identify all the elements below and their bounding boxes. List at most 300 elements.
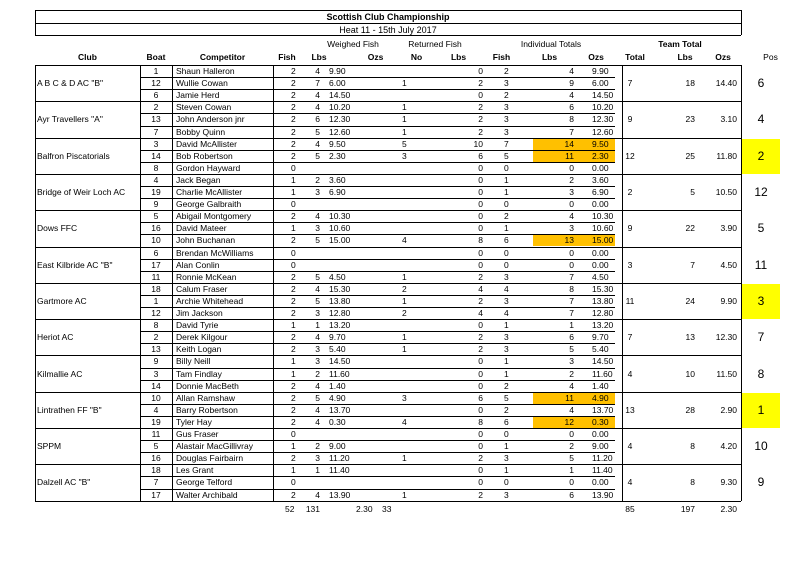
returned-count: 5 [402,138,407,149]
individual-ozs: 11.40 [592,465,613,476]
returned-count: 1 [402,332,407,343]
returned-count: 4 [402,235,407,246]
fish-count: 2 [291,235,296,246]
column-header: Pos [763,52,778,62]
fish-count: 2 [291,332,296,343]
individual-lbs: 0 [569,429,574,439]
competitor-name: Barry Robertson [176,404,238,415]
boat-number: 19 [151,187,161,197]
individual-ozs: 14.50 [592,356,614,367]
returned-lbs: 0 [478,90,483,101]
competitor-name: Billy Neill [176,356,211,367]
boat-number: 10 [151,235,161,246]
weight-ozs: 9.00 [329,441,346,452]
individual-lbs: 0 [569,247,574,258]
fish-count: 2 [291,489,296,500]
returned-lbs: 0 [478,404,483,415]
returned-count: 1 [402,78,407,89]
weight-lbs: 4 [315,416,320,427]
weight-lbs: 3 [315,308,320,318]
individual-lbs: 7 [569,271,574,282]
weight-lbs: 4 [315,90,320,101]
returned-lbs: 2 [478,344,483,355]
returned-lbs: 4 [478,308,483,318]
individual-ozs: 0.00 [592,259,609,270]
individual-fish: 1 [504,465,509,476]
weight-ozs: 2.30 [329,150,346,161]
individual-fish: 5 [504,150,509,161]
total-team-lbs: 197 [680,503,695,514]
team-ozs: 10.50 [715,187,737,198]
individual-lbs: 7 [569,295,574,306]
returned-lbs: 0 [478,368,483,379]
team-lbs: 8 [690,441,695,452]
returned-lbs: 2 [478,295,483,306]
fish-count: 2 [291,211,296,222]
team-fish: 11 [625,295,635,306]
boat-number: 2 [153,332,159,343]
team-position: 5 [757,221,765,236]
returned-count: 3 [402,150,407,161]
individual-ozs: 6.90 [592,187,609,197]
competitor-name: Walter Archibald [176,489,238,500]
individual-ozs: 10.30 [592,211,614,222]
fish-count: 1 [291,223,296,234]
team-position: 3 [757,293,765,308]
individual-lbs: 0 [569,259,574,270]
boat-number: 10 [151,392,161,403]
individual-fish: 0 [504,477,509,488]
boat-number: 7 [153,477,159,488]
fish-count: 1 [291,441,296,452]
total-ozs: 2.30 [356,503,373,514]
competitor-name: David Tyrie [176,320,219,331]
returned-count: 1 [402,126,407,137]
returned-count: 1 [402,453,407,464]
individual-fish: 6 [504,235,509,246]
competitor-name: Calum Fraser [176,283,228,294]
team-ozs: 3.10 [720,114,737,125]
weight-ozs: 4.90 [329,392,346,403]
individual-ozs: 13.20 [592,320,614,331]
weight-ozs: 12.30 [329,114,351,125]
weight-lbs: 5 [315,150,320,161]
team-ozs: 4.50 [720,259,737,270]
club-name: Heriot AC [37,332,74,343]
weight-lbs: 3 [315,356,320,367]
title-border [35,35,741,36]
individual-fish: 1 [504,356,509,367]
fish-count: 1 [291,187,296,197]
team-lbs: 13 [685,332,695,343]
individual-fish: 2 [504,90,509,101]
competitor-name: Tyler Hay [176,416,212,427]
team-fish: 3 [627,259,633,270]
competitor-name: Gus Fraser [176,429,219,439]
returned-lbs: 0 [478,247,483,258]
fish-count: 0 [291,429,296,439]
team-ozs: 2.90 [720,404,737,415]
team-position: 11 [754,257,768,272]
competitor-name: Les Grant [176,465,214,476]
weight-lbs: 7 [315,78,320,89]
fish-count: 0 [291,477,296,488]
returned-lbs: 4 [478,283,483,294]
individual-lbs: 2 [569,174,574,185]
individual-ozs: 4.90 [592,392,609,403]
boat-number: 19 [151,416,161,427]
returned-count: 1 [402,114,407,125]
individual-ozs: 10.20 [592,102,614,113]
team-position: 7 [757,330,765,345]
weight-lbs: 4 [315,138,320,149]
individual-ozs: 0.30 [592,416,609,427]
individual-fish: 3 [504,332,509,343]
boat-number: 1 [153,295,159,306]
fish-count: 2 [291,138,296,149]
weight-ozs: 6.90 [329,187,346,197]
weight-lbs: 4 [315,283,320,294]
competitor-name: John Anderson jnr [176,114,245,125]
individual-lbs: 0 [569,477,574,488]
individual-fish: 0 [504,199,509,210]
team-lbs: 8 [690,477,695,488]
fish-count: 2 [291,283,296,294]
weight-lbs: 3 [315,453,320,464]
team-fish: 7 [627,78,633,89]
individual-fish: 0 [504,247,509,258]
individual-lbs: 4 [569,380,574,391]
individual-fish: 4 [504,283,509,294]
boat-number: 2 [153,102,159,113]
weight-ozs: 9.90 [329,66,346,76]
competitor-name: Jim Jackson [176,308,223,318]
individual-ozs: 14.50 [592,90,614,101]
returned-lbs: 2 [478,453,483,464]
individual-fish: 3 [504,489,509,500]
individual-lbs: 4 [569,404,574,415]
column-header: Boat [146,52,166,62]
club-name: Lintrathen FF "B" [37,404,102,415]
individual-fish: 3 [504,271,509,282]
returned-lbs: 8 [478,235,483,246]
fish-count: 2 [291,150,296,161]
boat-number: 6 [153,247,159,258]
weight-ozs: 4.50 [329,271,346,282]
individual-fish: 0 [504,162,509,173]
weight-ozs: 12.60 [329,126,351,137]
individual-lbs: 4 [569,66,574,76]
individual-fish: 1 [504,174,509,185]
returned-lbs: 0 [478,429,483,439]
competitor-name: Derek Kilgour [176,332,228,343]
individual-lbs: 4 [569,211,574,222]
individual-ozs: 6.00 [592,78,609,89]
club-name: Dows FFC [37,223,78,234]
individual-ozs: 11.60 [592,368,613,379]
competitor-name: Abigail Montgomery [176,211,252,222]
returned-lbs: 2 [478,102,483,113]
returned-lbs: 0 [478,320,483,331]
returned-count: 1 [402,271,407,282]
team-position: 4 [757,112,765,127]
team-ozs: 9.30 [720,477,737,488]
weight-lbs: 4 [315,404,320,415]
competitor-name: Allan Ramshaw [176,392,236,403]
competitor-name: Jamie Herd [176,90,220,101]
weight-lbs: 5 [315,126,320,137]
weight-ozs: 15.30 [329,283,351,294]
individual-ozs: 12.60 [592,126,614,137]
club-name: Kilmallie AC [37,368,83,379]
weight-ozs: 6.00 [329,78,346,89]
individual-lbs: 3 [569,223,574,234]
column-header: Ozs [588,52,604,62]
returned-lbs: 6 [478,150,483,161]
returned-count: 2 [402,283,407,294]
fish-count: 2 [291,126,296,137]
club-name: Gartmore AC [37,295,87,306]
weight-ozs: 3.60 [329,174,346,185]
team-ozs: 9.90 [720,295,737,306]
weight-lbs: 3 [315,223,320,234]
individual-lbs: 2 [569,368,574,379]
fish-count: 2 [291,66,296,76]
team-fish: 13 [625,404,635,415]
returned-lbs: 2 [478,114,483,125]
returned-lbs: 2 [478,78,483,89]
competitor-name: Charlie McAllister [176,187,243,197]
individual-lbs: 3 [569,187,574,197]
group-header-weighed: Weighed Fish [327,39,379,49]
column-header: Club [78,52,97,62]
weight-ozs: 10.60 [329,223,351,234]
individual-lbs: 3 [569,356,574,367]
individual-ozs: 9.50 [592,138,609,149]
grid-line [35,65,36,501]
boat-number: 9 [153,356,159,367]
fish-count: 2 [291,404,296,415]
boat-number: 8 [153,162,159,173]
competitor-name: Brendan McWilliams [176,247,254,258]
team-ozs: 12.30 [715,332,737,343]
competitor-name: George Telford [176,477,233,488]
column-header: Ozs [367,52,384,62]
club-name: SPPM [37,441,62,452]
returned-lbs: 0 [478,380,483,391]
boat-number: 17 [151,489,161,500]
weight-lbs: 4 [315,66,320,76]
fish-count: 2 [291,271,296,282]
competitor-name: Bobby Quinn [176,126,226,137]
weight-ozs: 13.90 [329,489,351,500]
individual-lbs: 6 [569,102,574,113]
weight-lbs: 2 [315,368,320,379]
boat-number: 12 [151,308,161,318]
individual-ozs: 0.00 [592,429,609,439]
competitor-name: Wullie Cowan [176,78,228,89]
team-fish: 9 [627,223,633,234]
team-fish: 9 [627,114,633,125]
fish-count: 2 [291,453,296,464]
individual-ozs: 0.00 [592,477,609,488]
individual-ozs: 13.90 [592,489,614,500]
boat-number: 17 [151,259,161,270]
individual-ozs: 4.50 [592,271,609,282]
column-header: Competitor [199,52,246,62]
individual-fish: 6 [504,416,509,427]
boat-number: 16 [151,453,161,464]
total-team-fish: 85 [625,503,635,514]
returned-lbs: 0 [478,187,483,197]
competitor-name: Steven Cowan [176,102,232,113]
returned-count: 3 [402,392,407,403]
weight-lbs: 4 [315,489,320,500]
individual-lbs: 6 [569,332,574,343]
individual-lbs: 5 [569,344,574,355]
competitor-name: Alan Conlin [176,259,220,270]
individual-ozs: 15.30 [592,283,614,294]
fish-count: 2 [291,392,296,403]
team-position: 8 [757,366,765,381]
column-header: Lbs [677,52,693,62]
boat-number: 18 [151,283,161,294]
fish-count: 2 [291,78,296,89]
grid-line [172,65,173,501]
weight-ozs: 9.50 [329,138,346,149]
returned-lbs: 8 [478,416,483,427]
column-header: Fish [278,52,296,62]
competitor-name: Douglas Fairbairn [176,453,244,464]
boat-number: 14 [151,150,161,161]
total-returned: 33 [382,503,392,514]
returned-lbs: 0 [478,356,483,367]
individual-lbs: 6 [569,489,574,500]
individual-fish: 3 [504,78,509,89]
weight-lbs: 5 [315,235,320,246]
column-header: Ozs [715,52,731,62]
fish-count: 2 [291,114,296,125]
weight-ozs: 14.50 [329,356,351,367]
boat-number: 14 [151,380,161,391]
grid-line [622,65,623,501]
individual-fish: 0 [504,429,509,439]
individual-ozs: 9.70 [592,332,609,343]
fish-count: 2 [291,308,296,318]
returned-lbs: 2 [478,271,483,282]
weight-ozs: 1.40 [329,380,346,391]
individual-lbs: 14 [564,138,574,149]
individual-ozs: 13.70 [592,404,614,415]
team-ozs: 11.50 [716,368,737,379]
team-position: 12 [754,185,768,200]
fish-count: 1 [291,465,296,476]
returned-lbs: 0 [478,211,483,222]
boat-number: 3 [153,138,159,149]
individual-fish: 2 [504,380,509,391]
club-name: Ayr Travellers "A" [37,114,103,125]
boat-number: 4 [153,174,159,185]
individual-lbs: 9 [569,78,574,89]
weight-ozs: 14.50 [329,90,351,101]
team-fish: 4 [627,477,633,488]
individual-fish: 4 [504,308,509,318]
fish-count: 1 [291,368,296,379]
fish-count: 2 [291,102,296,113]
club-name: Dalzell AC "B" [37,477,91,488]
individual-lbs: 11 [565,150,574,161]
weight-lbs: 3 [315,344,320,355]
returned-lbs: 0 [478,477,483,488]
individual-ozs: 3.60 [592,174,609,185]
club-name: Bridge of Weir Loch AC [37,187,126,198]
team-lbs: 25 [685,150,695,161]
competitor-name: Gordon Hayward [176,162,241,173]
fish-count: 0 [291,162,296,173]
individual-lbs: 2 [569,441,574,452]
boat-number: 4 [153,404,159,415]
fish-count: 2 [291,295,296,306]
returned-count: 1 [402,102,407,113]
total-fish: 52 [285,503,295,514]
team-lbs: 24 [685,295,695,306]
fish-count: 1 [291,356,296,367]
column-header: Lbs [541,52,558,62]
returned-lbs: 6 [478,392,483,403]
individual-lbs: 7 [569,308,574,318]
competitor-name: Alastair MacGillivray [176,441,253,452]
column-header: Fish [492,52,511,62]
individual-ozs: 0.00 [592,247,609,258]
weight-ozs: 13.70 [329,404,351,415]
individual-ozs: 10.60 [592,223,614,234]
team-ozs: 14.40 [715,78,737,89]
weight-ozs: 10.20 [329,102,351,113]
weight-lbs: 4 [315,380,320,391]
individual-fish: 5 [504,392,509,403]
team-ozs: 3.90 [720,223,737,234]
boat-number: 5 [153,441,159,452]
team-position: 9 [757,475,765,490]
individual-fish: 7 [504,138,509,149]
club-name: Balfron Piscatorials [37,150,110,161]
returned-count: 1 [402,489,407,500]
individual-lbs: 0 [569,162,574,173]
team-lbs: 22 [685,223,695,234]
team-position: 10 [754,439,768,454]
title-border [741,10,742,35]
weight-lbs: 3 [315,187,320,197]
competitor-name: David Mateer [176,223,227,234]
returned-count: 2 [402,308,407,318]
weight-ozs: 13.80 [329,295,351,306]
individual-ozs: 5.40 [592,344,609,355]
team-lbs: 18 [685,78,695,89]
grid-line [35,501,741,502]
returned-lbs: 0 [478,66,483,76]
competitor-name: Ronnie McKean [176,271,237,282]
individual-ozs: 2.30 [592,150,609,161]
team-fish: 7 [627,332,633,343]
fish-count: 2 [291,90,296,101]
returned-lbs: 0 [478,441,483,452]
boat-number: 11 [151,429,161,439]
individual-fish: 1 [504,223,509,234]
individual-ozs: 0.00 [592,162,609,173]
individual-fish: 2 [504,211,509,222]
competitor-name: Tam Findlay [176,368,222,379]
team-lbs: 28 [685,404,695,415]
